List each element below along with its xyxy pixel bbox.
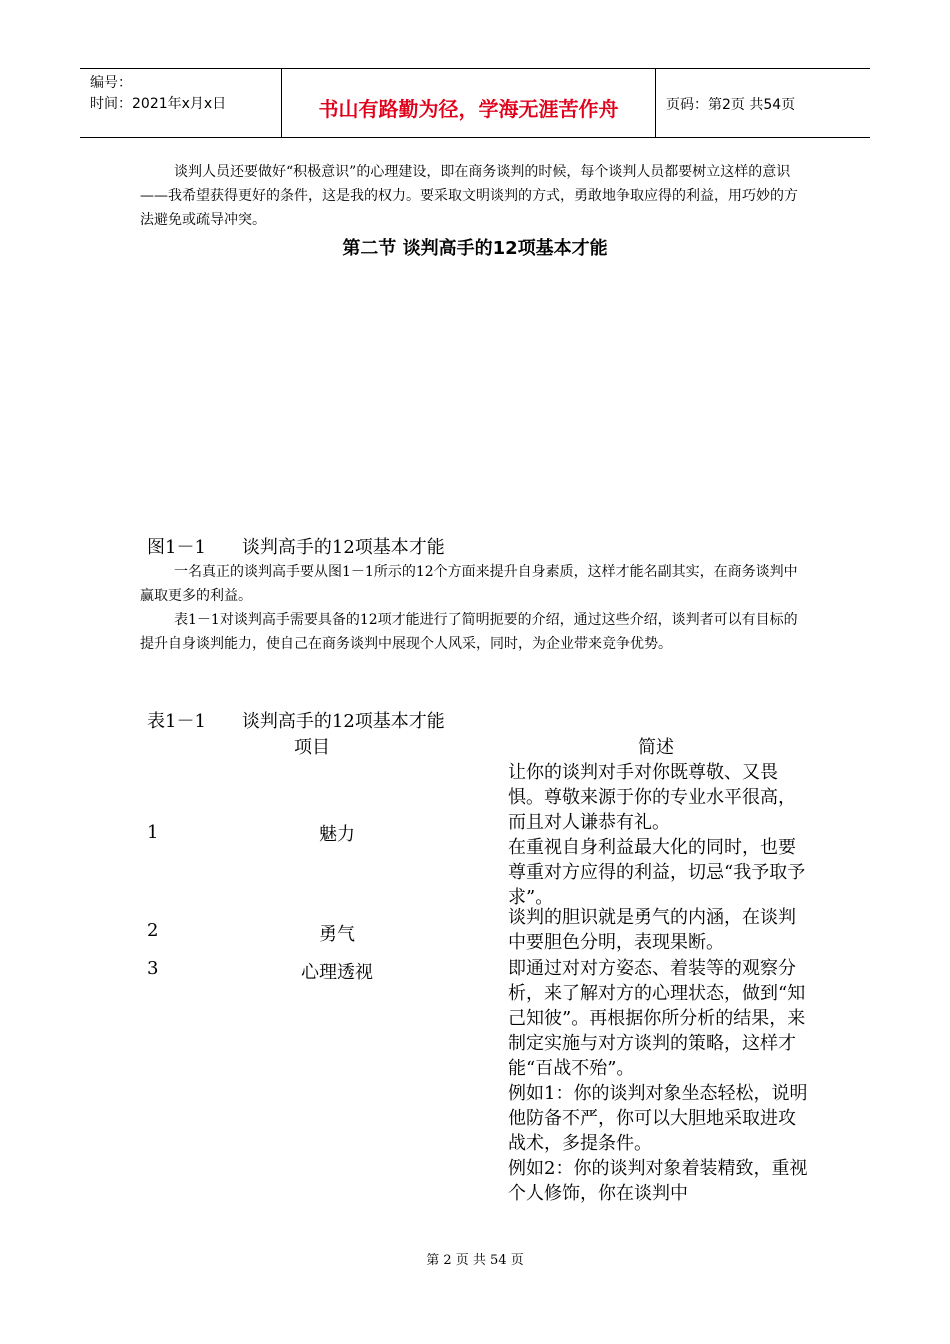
table-title: 谈判高手的12项基本才能: [241, 711, 445, 732]
row-2-number: 2: [147, 920, 159, 941]
figure-title: 谈判高手的12项基本才能: [241, 537, 445, 558]
section-heading: 第二节 谈判高手的12项基本才能: [342, 238, 608, 259]
table-number: 表1－1: [147, 711, 206, 732]
column-header-description: 简述: [638, 737, 674, 758]
row-1-desc-para-2: 在重视自身利益最大化的同时，也要尊重对方应得的利益，切忌“我予取予求”。: [508, 837, 806, 908]
intro-paragraph: 谈判人员还要做好“积极意识”的心理建设，即在商务谈判的时候，每个谈判人员都要树立这样的意识——我希望获得更好的条件，这是我的权力。要采取文明谈判的方式，勇敢地争取应得的利益，用巧妙的方法避免或疏导冲突。: [140, 164, 798, 228]
motto: 书山有路勤为径，学海无涯苦作舟: [318, 97, 619, 121]
figure-number: 图1－1: [147, 537, 206, 558]
header-left-cell: [80, 69, 282, 137]
row-2-name: 勇气: [319, 924, 355, 945]
number-label: 编号：: [90, 75, 132, 91]
row-3-desc-para-3: 例如2：你的谈判对象着装精致，重视个人修饰，你在谈判中: [508, 1158, 808, 1204]
row-3-number: 3: [147, 958, 159, 979]
row-1-number: 1: [147, 822, 159, 843]
header-page-cell: [656, 69, 870, 137]
paragraph-2: 一名真正的谈判高手要从图1－1所示的12个方面来提升自身素质，这样才能名副其实，在商务谈判中赢取更多的利益。: [140, 564, 798, 604]
page-footer: 第 2 页 共 54 页: [426, 1253, 524, 1268]
figure-caption: [147, 533, 445, 559]
row-3-desc-para-1: 即通过对对方姿态、着装等的观察分析，来了解对方的心理状态，做到“知己知彼”。再根据你所分析的结果，来制定实施与对方谈判的策略，这样才能“百战不殆”。: [508, 958, 806, 1079]
row-3-desc-para-2: 例如1：你的谈判对象坐态轻松，说明他防备不严，你可以大胆地采取进攻战术，多提条件。: [508, 1083, 808, 1154]
paragraph-3: 表1－1对谈判高手需要具备的12项才能进行了简明扼要的介绍，通过这些介绍，谈判者可以有目标的提升自身谈判能力，使自己在商务谈判中展现个人风采，同时，为企业带来竞争优势。: [140, 612, 798, 652]
table-caption: [147, 707, 445, 733]
column-header-item: 项目: [294, 737, 330, 758]
row-1-desc-para-1: 让你的谈判对手对你既尊敬、又畏惧。尊敬来源于你的专业水平很高，而且对人谦恭有礼。: [508, 762, 796, 833]
page-header: [80, 68, 870, 138]
header-motto-cell: [282, 69, 656, 137]
row-2-desc-para-1: 谈判的胆识就是勇气的内涵，在谈判中要胆色分明，表现果断。: [508, 907, 796, 953]
time-label: 时间：2021年x月x日: [90, 96, 227, 112]
page-label: 页码：第2页 共54页: [666, 97, 796, 113]
row-3-name: 心理透视: [301, 962, 373, 983]
row-2-description: [508, 905, 813, 955]
row-1-name: 魅力: [319, 824, 355, 845]
row-3-description: [508, 956, 813, 1206]
row-1-description: [508, 760, 813, 910]
